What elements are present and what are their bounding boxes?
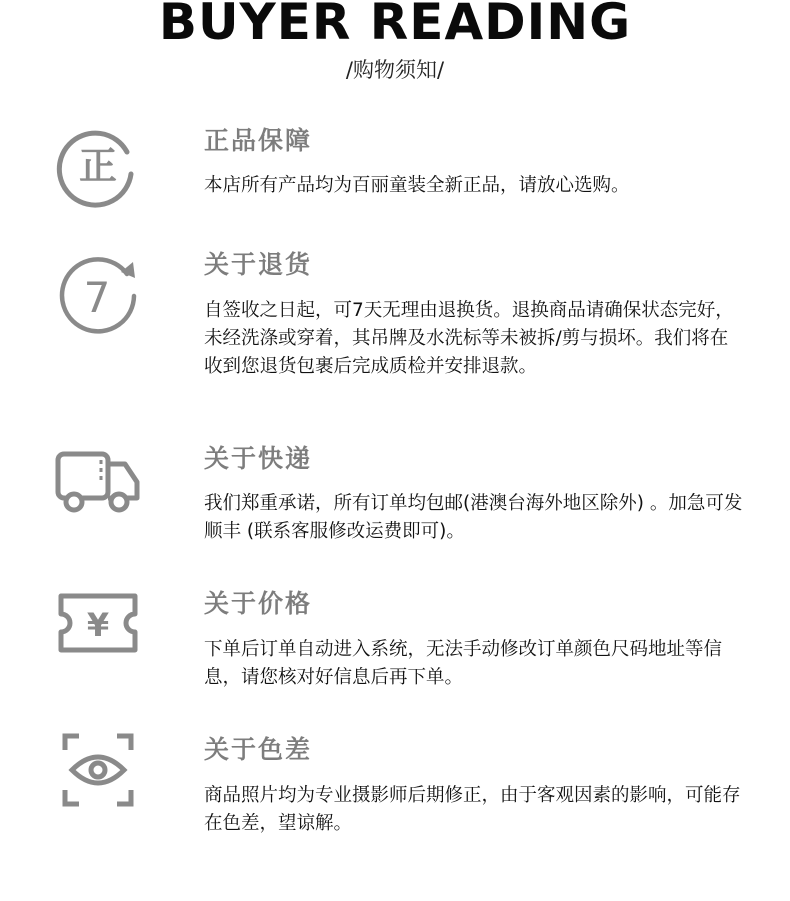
- zheng-badge-icon: [55, 122, 141, 208]
- section-heading: 关于价格: [204, 589, 313, 618]
- eye-scan-icon: [55, 728, 141, 814]
- delivery-truck-icon: [55, 440, 141, 526]
- section-heading: 关于快递: [204, 444, 313, 473]
- page-title: BUYER READING: [158, 0, 632, 51]
- page-subtitle: /购物须知/: [345, 58, 445, 82]
- section-heading: 正品保障: [204, 126, 313, 155]
- section-text: 本店所有产品均为百丽童装全新正品，请放心选购。: [204, 175, 630, 196]
- section-heading: 关于色差: [204, 735, 313, 764]
- section-text: 商品照片均为专业摄影师后期修正，由于客观因素的影响，可能存在色差，望谅解。: [204, 785, 741, 834]
- yuan-ticket-icon: [55, 580, 141, 666]
- section-text: 下单后订单自动进入系统，无法手动修改订单颜色尺码地址等信息，请您核对好信息后再下单。: [204, 639, 723, 688]
- section-heading: 关于退货: [204, 250, 313, 279]
- zheng-glyph: 正: [78, 144, 118, 188]
- section-text: 我们郑重承诺，所有订单均包邮(港澳台海外地区除外) 。加急可发顺丰 (联系客服修改运费即可)。: [204, 493, 743, 542]
- seven-day-return-icon: [55, 252, 141, 338]
- seven-glyph: 7: [83, 273, 111, 322]
- yuan-glyph: ¥: [86, 606, 110, 644]
- section-text: 自签收之日起，可7天无理由退换货。退换商品请确保状态完好，未经洗涤或穿着，其吊牌及水洗标等未被拆/剪与损坏。我们将在收到您退货包裹后完成质检并安排退款。: [204, 300, 734, 377]
